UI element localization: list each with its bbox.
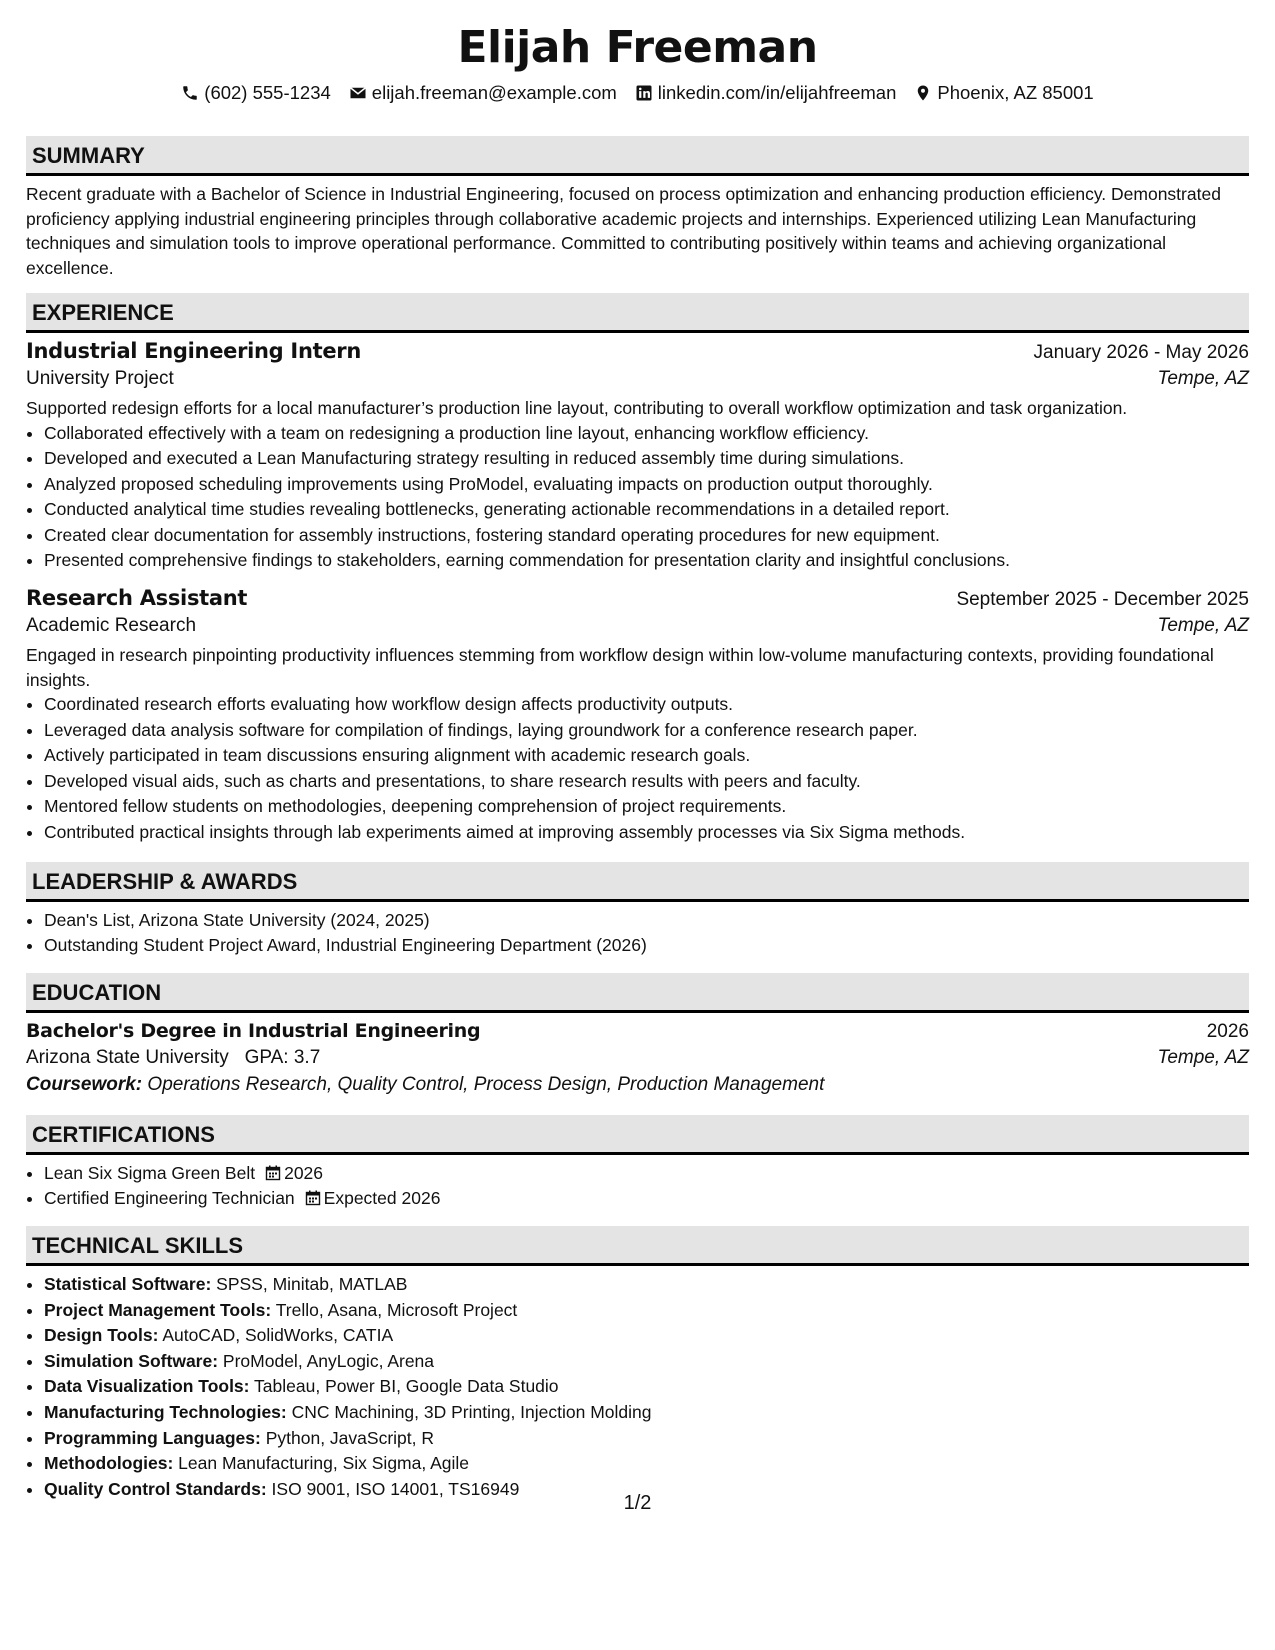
list-item	[44, 1272, 1249, 1298]
section-heading-experience: EXPERIENCE	[26, 293, 1249, 333]
email-link[interactable]: elijah.freeman@example.com	[371, 82, 617, 103]
list-item: • Developed visual aids, such as charts and presentations, to share research results with peers and faculty.	[44, 769, 1249, 795]
coursework-row	[26, 1074, 1249, 1096]
job-title-row	[26, 586, 1249, 611]
page-number: 1/2	[623, 1492, 652, 1514]
gpa: GPA: 3.7	[244, 1046, 321, 1068]
list-item: • Analyzed proposed scheduling improvements using ProModel, evaluating impacts on production output thoroughly.	[44, 472, 1249, 498]
job-title-row	[26, 339, 1249, 364]
summary-text: Recent graduate with a Bachelor of Science in Industrial Engineering, focused on process optimization and enhancing production efficiency. Demonstrated proficiency applying industrial engineering principles through collaborative academic projects and internships. Experienced utilizing Lean Manufacturing techniques and simulation tools to improve operational performance. Committed to contributing positively within teams and achieving organizational excellence.	[26, 184, 1221, 278]
section-heading-leadership: LEADERSHIP & AWARDS	[26, 862, 1249, 902]
section-heading-education: EDUCATION	[26, 973, 1249, 1013]
list-item: • Mentored fellow students on methodologies, deepening comprehension of project requirements.	[44, 794, 1249, 820]
leadership-list	[26, 908, 1249, 959]
list-item: • Developed and executed a Lean Manufacturing strategy resulting in reduced assembly time during simulations.	[44, 446, 1249, 472]
skill-value: CNC Machining, 3D Printing, Injection Molding	[291, 1401, 652, 1422]
skill-label: Manufacturing Technologies:	[44, 1401, 287, 1422]
list-item	[44, 1451, 1249, 1477]
job-organization: University Project	[26, 368, 174, 389]
list-item: • Coordinated research efforts evaluating how workflow design affects productivity outputs.	[44, 692, 1249, 718]
list-item: • Actively participated in team discussions ensuring alignment with academic research goals.	[44, 743, 1249, 769]
skill-label: Quality Control Standards:	[44, 1478, 267, 1499]
skill-value: ProModel, AnyLogic, Arena	[222, 1350, 435, 1371]
list-item	[44, 1323, 1249, 1349]
job-org-row	[26, 368, 1249, 390]
phone-icon	[181, 84, 199, 102]
list-item: • Presented comprehensive findings to stakeholders, earning commendation for presentation clarity and insightful conclusions.	[44, 548, 1249, 574]
skill-value: Python, JavaScript, R	[265, 1427, 434, 1448]
job-dates: September 2025 - December 2025	[956, 589, 1249, 611]
list-item: • Contributed practical insights through lab experiments aimed at improving assembly processes via Six Sigma methods.	[44, 820, 1249, 846]
cert-name: Certified Engineering Technician	[44, 1188, 295, 1209]
job-org-row	[26, 615, 1249, 637]
section-heading-skills: TECHNICAL SKILLS	[26, 1226, 1249, 1266]
contact-linkedin[interactable]	[635, 82, 897, 104]
school-name: Arizona State University	[26, 1046, 229, 1068]
skill-value: AutoCAD, SolidWorks, CATIA	[162, 1325, 394, 1346]
list-item: • Outstanding Student Project Award, Industrial Engineering Department (2026)	[44, 933, 1249, 959]
skill-label: Project Management Tools:	[44, 1299, 272, 1320]
job-title: Research Assistant	[26, 586, 248, 611]
degree-row	[26, 1020, 1249, 1043]
list-item: • Dean's List, Arizona State University (2024, 2025)	[44, 908, 1249, 934]
skill-label: Statistical Software:	[44, 1274, 212, 1294]
list-item: • Conducted analytical time studies revealing bottlenecks, generating actionable recommendations in a detailed report.	[44, 497, 1249, 523]
education-entry	[26, 1020, 1249, 1096]
job-bullets	[26, 692, 1249, 846]
envelope-icon	[349, 84, 367, 102]
coursework-list: Operations Research, Quality Control, Process Design, Production Management	[147, 1073, 825, 1095]
job-entry	[26, 339, 1249, 574]
list-item	[44, 1426, 1249, 1452]
phone-text: (602) 555-1234	[204, 82, 331, 103]
school-location: Tempe, AZ	[1157, 1046, 1249, 1068]
list-item	[44, 1400, 1249, 1426]
location-text: Phoenix, AZ 85001	[937, 82, 1094, 103]
skill-label: Programming Languages:	[44, 1427, 261, 1448]
coursework-label: Coursework:	[26, 1073, 143, 1095]
contact-email[interactable]	[349, 82, 617, 104]
list-item	[44, 1161, 1249, 1187]
skill-label: Design Tools:	[44, 1325, 159, 1346]
job-description: Supported redesign efforts for a local manufacturer’s production line layout, contributing to overall workflow optimization and task organization.	[26, 398, 1128, 418]
contact-location	[914, 82, 1093, 104]
school-info	[26, 1047, 320, 1069]
job-title: Industrial Engineering Intern	[26, 339, 361, 363]
list-item	[44, 1374, 1249, 1400]
job-organization: Academic Research	[26, 615, 197, 637]
job-location: Tempe, AZ	[1157, 368, 1249, 389]
skill-value: ISO 9001, ISO 14001, TS16949	[271, 1478, 520, 1499]
list-item	[44, 1298, 1249, 1324]
skill-value: Tableau, Power BI, Google Data Studio	[254, 1376, 559, 1397]
calendar-icon	[305, 1190, 321, 1206]
section-heading-summary: SUMMARY	[26, 136, 1249, 176]
contact-phone	[181, 82, 331, 104]
list-item: • Created clear documentation for assembly instructions, fostering standard operating procedures for new equipment.	[44, 523, 1249, 549]
skill-value: Trello, Asana, Microsoft Project	[275, 1299, 518, 1320]
skill-value: Lean Manufacturing, Six Sigma, Agile	[178, 1453, 470, 1474]
job-location: Tempe, AZ	[1157, 615, 1249, 637]
skill-label: Simulation Software:	[44, 1350, 219, 1371]
job-dates: January 2026 - May 2026	[1033, 342, 1249, 363]
candidate-name: Elijah Freeman	[457, 22, 818, 73]
degree-title: Bachelor's Degree in Industrial Engineering	[26, 1019, 481, 1042]
map-pin-icon	[914, 84, 932, 102]
list-item: • Leveraged data analysis software for compilation of findings, laying groundwork for a conference research paper.	[44, 718, 1249, 744]
linkedin-icon	[635, 84, 653, 102]
skill-label: Data Visualization Tools:	[44, 1376, 250, 1397]
linkedin-link[interactable]: linkedin.com/in/elijahfreeman	[657, 82, 897, 103]
skill-value: SPSS, Minitab, MATLAB	[216, 1274, 408, 1294]
section-heading-certifications: CERTIFICATIONS	[26, 1115, 1249, 1155]
school-row	[26, 1047, 1249, 1069]
skill-label: Methodologies:	[44, 1453, 174, 1474]
job-bullets	[26, 421, 1249, 575]
list-item: • Collaborated effectively with a team on redesigning a production line layout, enhancing workflow efficiency.	[44, 421, 1249, 447]
list-item	[44, 1186, 1249, 1212]
list-item	[44, 1349, 1249, 1375]
job-entry	[26, 586, 1249, 846]
graduation-year: 2026	[1206, 1020, 1249, 1042]
job-description: Engaged in research pinpointing productivity influences stemming from workflow design within low-volume manufacturing contexts, providing foundational insights.	[26, 645, 1214, 690]
skills-list	[26, 1272, 1249, 1502]
certifications-list	[26, 1161, 1249, 1212]
cert-date: Expected 2026	[323, 1188, 441, 1209]
contact-row	[26, 80, 1249, 106]
calendar-icon	[265, 1165, 281, 1181]
cert-date: 2026	[284, 1162, 324, 1183]
cert-name: Lean Six Sigma Green Belt	[44, 1162, 256, 1183]
resume-page	[26, 0, 1249, 1502]
